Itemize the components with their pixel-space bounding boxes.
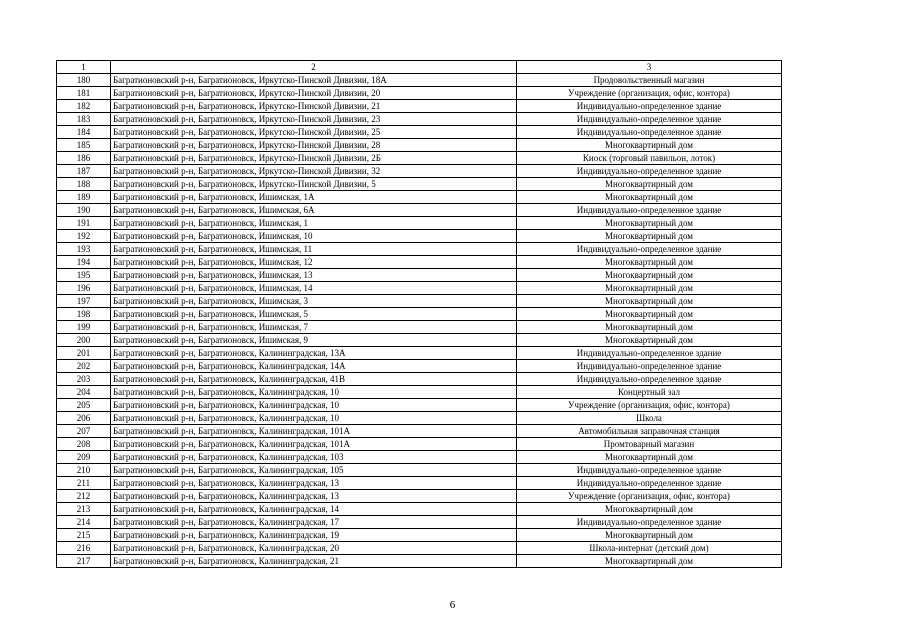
address-cell: Багратионовский р-н, Багратионовск, Ишимская, 3 [111, 295, 517, 308]
address-cell: Багратионовский р-н, Багратионовск, Ишимская, 12 [111, 256, 517, 269]
row-number-cell: 191 [57, 217, 111, 230]
address-cell: Багратионовский р-н, Багратионовск, Калининградская, 101А [111, 438, 517, 451]
table-row [57, 451, 782, 464]
row-number-cell: 208 [57, 438, 111, 451]
row-number-cell: 188 [57, 178, 111, 191]
table-row [57, 191, 782, 204]
table-row [57, 230, 782, 243]
table-row [57, 282, 782, 295]
row-number-cell: 180 [57, 74, 111, 87]
address-cell: Багратионовский р-н, Багратионовск, Калининградская, 13А [111, 347, 517, 360]
table-row [57, 412, 782, 425]
object-type-cell: Автомобильная заправочная станция [517, 425, 782, 438]
object-type-cell: Многоквартирный дом [517, 282, 782, 295]
object-type-cell: Индивидуально-определенное здание [517, 516, 782, 529]
row-number-cell: 185 [57, 139, 111, 152]
row-number-cell: 197 [57, 295, 111, 308]
row-number-cell: 190 [57, 204, 111, 217]
address-cell: Багратионовский р-н, Багратионовск, Ишимская, 1 [111, 217, 517, 230]
object-type-cell: Индивидуально-определенное здание [517, 347, 782, 360]
column-header-address: 2 [111, 61, 517, 74]
row-number-cell: 213 [57, 503, 111, 516]
object-type-cell: Многоквартирный дом [517, 191, 782, 204]
address-cell: Багратионовский р-н, Багратионовск, Калининградская, 14 [111, 503, 517, 516]
row-number-cell: 192 [57, 230, 111, 243]
row-number-cell: 200 [57, 334, 111, 347]
row-number-cell: 184 [57, 126, 111, 139]
row-number-cell: 186 [57, 152, 111, 165]
object-type-cell: Многоквартирный дом [517, 217, 782, 230]
address-cell: Багратионовский р-н, Багратионовск, Иркутско-Пинской Дивизии, 32 [111, 165, 517, 178]
table-row [57, 269, 782, 282]
table-row [57, 178, 782, 191]
row-number-cell: 202 [57, 360, 111, 373]
address-cell: Багратионовский р-н, Багратионовск, Калининградская, 13 [111, 490, 517, 503]
address-cell: Багратионовский р-н, Багратионовск, Калининградская, 10 [111, 386, 517, 399]
table-row [57, 347, 782, 360]
row-number-cell: 211 [57, 477, 111, 490]
object-type-cell: Индивидуально-определенное здание [517, 464, 782, 477]
address-cell: Багратионовский р-н, Багратионовск, Иркутско-Пинской Дивизии, 28 [111, 139, 517, 152]
object-type-cell: Многоквартирный дом [517, 321, 782, 334]
row-number-cell: 214 [57, 516, 111, 529]
address-cell: Багратионовский р-н, Багратионовск, Калининградская, 41В [111, 373, 517, 386]
table-row [57, 399, 782, 412]
address-cell: Багратионовский р-н, Багратионовск, Калининградская, 21 [111, 555, 517, 568]
object-type-cell: Учреждение (организация, офис, контора) [517, 490, 782, 503]
object-type-cell: Многоквартирный дом [517, 269, 782, 282]
object-type-cell: Многоквартирный дом [517, 230, 782, 243]
table-row [57, 503, 782, 516]
address-cell: Багратионовский р-н, Багратионовск, Иркутско-Пинской Дивизии, 23 [111, 113, 517, 126]
address-cell: Багратионовский р-н, Багратионовск, Ишимская, 10 [111, 230, 517, 243]
address-cell: Багратионовский р-н, Багратионовск, Ишимская, 6А [111, 204, 517, 217]
row-number-cell: 201 [57, 347, 111, 360]
object-type-cell: Учреждение (организация, офис, контора) [517, 87, 782, 100]
table-row [57, 464, 782, 477]
object-type-cell: Многоквартирный дом [517, 555, 782, 568]
object-type-cell: Продовольственный магазин [517, 74, 782, 87]
table-row [57, 295, 782, 308]
address-cell: Багратионовский р-н, Багратионовск, Калининградская, 20 [111, 542, 517, 555]
row-number-cell: 207 [57, 425, 111, 438]
object-type-cell: Многоквартирный дом [517, 451, 782, 464]
table-row [57, 386, 782, 399]
row-number-cell: 206 [57, 412, 111, 425]
address-cell: Багратионовский р-н, Багратионовск, Иркутско-Пинской Дивизии, 25 [111, 126, 517, 139]
address-registry-table [56, 60, 782, 568]
row-number-cell: 217 [57, 555, 111, 568]
object-type-cell: Индивидуально-определенное здание [517, 360, 782, 373]
object-type-cell: Индивидуально-определенное здание [517, 477, 782, 490]
row-number-cell: 181 [57, 87, 111, 100]
row-number-cell: 198 [57, 308, 111, 321]
row-number-cell: 203 [57, 373, 111, 386]
address-cell: Багратионовский р-н, Багратионовск, Калининградская, 13 [111, 477, 517, 490]
row-number-cell: 182 [57, 100, 111, 113]
table-row [57, 477, 782, 490]
table-row [57, 542, 782, 555]
page-number: 6 [449, 599, 456, 611]
object-type-cell: Многоквартирный дом [517, 178, 782, 191]
table-row [57, 321, 782, 334]
object-type-cell: Многоквартирный дом [517, 529, 782, 542]
table-row [57, 256, 782, 269]
row-number-cell: 189 [57, 191, 111, 204]
address-cell: Багратионовский р-н, Багратионовск, Калининградская, 10 [111, 399, 517, 412]
row-number-cell: 183 [57, 113, 111, 126]
object-type-cell: Киоск (торговый павильон, лоток) [517, 152, 782, 165]
table-row [57, 438, 782, 451]
row-number-cell: 196 [57, 282, 111, 295]
table-row [57, 555, 782, 568]
address-cell: Багратионовский р-н, Багратионовск, Иркутско-Пинской Дивизии, 18А [111, 74, 517, 87]
row-number-cell: 193 [57, 243, 111, 256]
object-type-cell: Индивидуально-определенное здание [517, 126, 782, 139]
column-header-number: 1 [57, 61, 111, 74]
object-type-cell: Учреждение (организация, офис, контора) [517, 399, 782, 412]
address-cell: Багратионовский р-н, Багратионовск, Калининградская, 17 [111, 516, 517, 529]
row-number-cell: 195 [57, 269, 111, 282]
address-cell: Багратионовский р-н, Багратионовск, Иркутско-Пинской Дивизии, 20 [111, 87, 517, 100]
object-type-cell: Многоквартирный дом [517, 256, 782, 269]
address-cell: Багратионовский р-н, Багратионовск, Ишимская, 9 [111, 334, 517, 347]
table-row [57, 516, 782, 529]
table-row [57, 490, 782, 503]
row-number-cell: 216 [57, 542, 111, 555]
object-type-cell: Многоквартирный дом [517, 334, 782, 347]
table-row [57, 243, 782, 256]
row-number-cell: 187 [57, 165, 111, 178]
object-type-cell: Индивидуально-определенное здание [517, 113, 782, 126]
address-cell: Багратионовский р-н, Багратионовск, Иркутско-Пинской Дивизии, 2Б [111, 152, 517, 165]
address-cell: Багратионовский р-н, Багратионовск, Калининградская, 10 [111, 412, 517, 425]
object-type-cell: Индивидуально-определенное здание [517, 243, 782, 256]
object-type-cell: Концертный зал [517, 386, 782, 399]
row-number-cell: 209 [57, 451, 111, 464]
table-row [57, 87, 782, 100]
object-type-cell: Индивидуально-определенное здание [517, 373, 782, 386]
table-row [57, 204, 782, 217]
table-row [57, 529, 782, 542]
table-row [57, 152, 782, 165]
row-number-cell: 194 [57, 256, 111, 269]
object-type-cell: Индивидуально-определенное здание [517, 204, 782, 217]
row-number-cell: 199 [57, 321, 111, 334]
row-number-cell: 215 [57, 529, 111, 542]
table-row [57, 165, 782, 178]
table-body [57, 61, 782, 568]
table-row [57, 308, 782, 321]
address-cell: Багратионовский р-н, Багратионовск, Ишимская, 5 [111, 308, 517, 321]
address-cell: Багратионовский р-н, Багратионовск, Калининградская, 101А [111, 425, 517, 438]
table-row [57, 113, 782, 126]
table-row [57, 373, 782, 386]
object-type-cell: Многоквартирный дом [517, 139, 782, 152]
row-number-cell: 212 [57, 490, 111, 503]
object-type-cell: Многоквартирный дом [517, 503, 782, 516]
address-cell: Багратионовский р-н, Багратионовск, Калининградская, 105 [111, 464, 517, 477]
address-cell: Багратионовский р-н, Багратионовск, Ишимская, 14 [111, 282, 517, 295]
row-number-cell: 210 [57, 464, 111, 477]
table-row [57, 334, 782, 347]
address-cell: Багратионовский р-н, Багратионовск, Калининградская, 14А [111, 360, 517, 373]
address-cell: Багратионовский р-н, Багратионовск, Калининградская, 103 [111, 451, 517, 464]
object-type-cell: Многоквартирный дом [517, 295, 782, 308]
object-type-cell: Многоквартирный дом [517, 308, 782, 321]
table-row [57, 360, 782, 373]
address-cell: Багратионовский р-н, Багратионовск, Ишимская, 13 [111, 269, 517, 282]
object-type-cell: Промтоварный магазин [517, 438, 782, 451]
table-row [57, 126, 782, 139]
object-type-cell: Индивидуально-определенное здание [517, 165, 782, 178]
object-type-cell: Индивидуально-определенное здание [517, 100, 782, 113]
address-cell: Багратионовский р-н, Багратионовск, Калининградская, 19 [111, 529, 517, 542]
address-cell: Багратионовский р-н, Багратионовск, Ишимская, 11 [111, 243, 517, 256]
row-number-cell: 205 [57, 399, 111, 412]
row-number-cell: 204 [57, 386, 111, 399]
table-row [57, 74, 782, 87]
column-header-object-type: 3 [517, 61, 782, 74]
table-row [57, 217, 782, 230]
object-type-cell: Школа-интернат (детский дом) [517, 542, 782, 555]
address-cell: Багратионовский р-н, Багратионовск, Иркутско-Пинской Дивизии, 21 [111, 100, 517, 113]
object-type-cell: Школа [517, 412, 782, 425]
address-cell: Багратионовский р-н, Багратионовск, Ишимская, 1А [111, 191, 517, 204]
table-row [57, 100, 782, 113]
table-row [57, 139, 782, 152]
table-header-row [57, 61, 782, 74]
address-cell: Багратионовский р-н, Багратионовск, Иркутско-Пинской Дивизии, 5 [111, 178, 517, 191]
table-row [57, 425, 782, 438]
address-cell: Багратионовский р-н, Багратионовск, Ишимская, 7 [111, 321, 517, 334]
